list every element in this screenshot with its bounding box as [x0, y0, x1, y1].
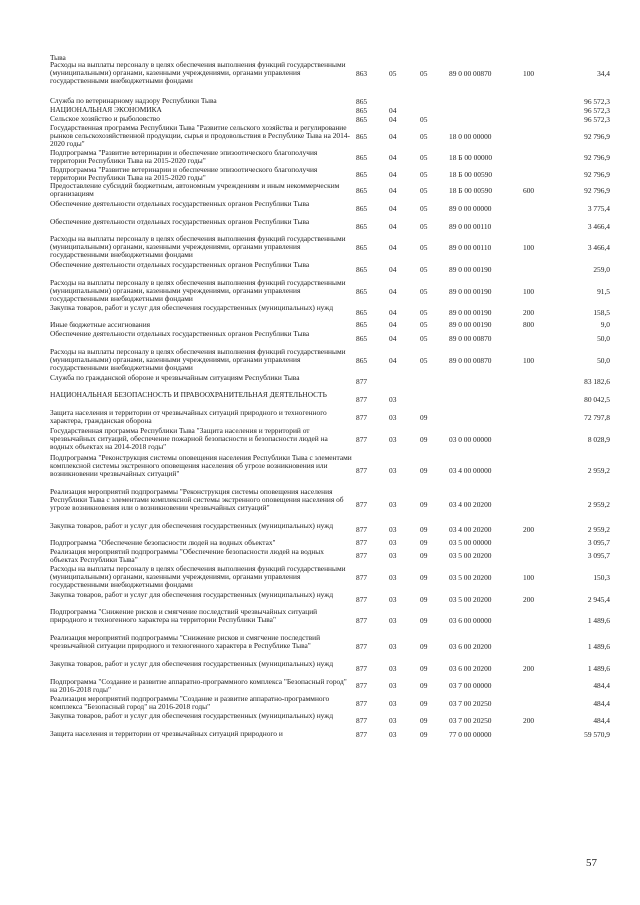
- table-row: [50, 124, 610, 151]
- row-pr-cell: 05: [420, 355, 428, 365]
- row-name-cell: [50, 427, 352, 454]
- row-name-cell: [50, 409, 352, 427]
- table-row: [50, 279, 610, 305]
- row-sum-cell: 96 572,3: [584, 96, 610, 106]
- row-csr-cell: [449, 409, 519, 427]
- row-name: Подпрограмма "Создание и развитие аппаратно-программного комплекса "Безопасный город" на 2016-2018 годы": [50, 677, 347, 695]
- row-csr-cell: 89 0 00 00190: [449, 320, 492, 330]
- row-vr-cell: 100: [523, 355, 535, 365]
- row-sum-cell: 83 182,6: [584, 377, 610, 387]
- row-pr-cell: 05: [420, 264, 428, 274]
- row-pr-cell: 05: [420, 307, 428, 317]
- row-rz-cell: 03: [389, 538, 397, 548]
- row-name: Реализация мероприятий подпрограммы "Снижение рисков и смягчение последствий чрезвычайной ситуации природного и техногенного характера в Республике Тыва": [50, 633, 321, 651]
- row-rz-cell: 04: [389, 203, 397, 213]
- row-name: Подпрограмма "Обеспечение безопасности людей на водных объектах": [50, 538, 276, 547]
- row-ved-cell: 877: [356, 466, 368, 476]
- row-pr-cell: [420, 374, 434, 391]
- row-rz-cell: 03: [389, 394, 397, 404]
- row-rz-cell: 04: [389, 264, 397, 274]
- row-sum-cell: 59 570,9: [584, 730, 610, 740]
- table-row: [50, 712, 610, 730]
- row-name-cell: [50, 374, 352, 391]
- row-vr-cell: 800: [523, 320, 535, 330]
- row-rz-cell: 04: [389, 186, 397, 196]
- row-vr-cell: 100: [523, 573, 535, 583]
- row-name: Иные бюджетные ассигнования: [50, 320, 151, 329]
- row-rz-cell: 04: [389, 355, 397, 365]
- row-sum-cell: 8 028,9: [587, 435, 610, 445]
- table-row: [50, 660, 610, 678]
- row-csr-cell: 03 5 00 20200: [449, 551, 492, 561]
- row-name-cell: [50, 454, 352, 489]
- table-row: [50, 61, 610, 88]
- row-ved-cell: 865: [356, 355, 368, 365]
- row-pr-cell: 05: [420, 286, 428, 296]
- row-vr-cell: 100: [523, 286, 535, 296]
- row-csr-cell: 89 0 00 00190: [449, 307, 492, 317]
- row-sum-cell: 484,4: [593, 698, 610, 708]
- row-csr-cell: 89 0 00 00870: [449, 69, 492, 79]
- row-pr-cell: 09: [420, 538, 428, 548]
- row-pr-cell: 05: [420, 221, 428, 231]
- row-name: Подпрограмма "Развитие ветеринарии и обеспечение эпизоотического благополучия территории Республики Тыва на 2015-2020 годы": [50, 148, 318, 166]
- row-rz-cell: 03: [389, 500, 397, 510]
- row-vr-cell: 200: [523, 663, 535, 673]
- row-name: Обеспечение деятельности отдельных государственных органов Республики Тыва: [50, 217, 310, 226]
- row-ved-cell: 877: [356, 394, 368, 404]
- row-pr-cell: 05: [420, 203, 428, 213]
- row-ved-cell: 865: [356, 243, 368, 253]
- row-pr-cell: 09: [420, 715, 428, 725]
- row-name-cell: [50, 330, 352, 348]
- row-ved-cell: 865: [356, 333, 368, 343]
- row-ved-cell: 865: [356, 132, 368, 142]
- row-pr-cell: 09: [420, 594, 428, 604]
- row-name-cell: [50, 61, 352, 88]
- row-pr-cell: [420, 391, 434, 409]
- row-sum-cell: 92 796,9: [584, 132, 610, 142]
- row-name: Подпрограмма "Развитие ветеринарии и обеспечение эпизоотического благополучия территории Республики Тыва на 2015-2020 годы": [50, 165, 318, 183]
- row-ved-cell: 877: [356, 573, 368, 583]
- row-rz-cell: 03: [389, 573, 397, 583]
- row-name: Защита населения и территории от чрезвычайных ситуаций природного и: [50, 729, 283, 738]
- row-csr-cell: [449, 374, 519, 391]
- row-ved-cell: 865: [356, 169, 368, 179]
- row-csr-cell: 77 0 00 00000: [449, 730, 492, 740]
- row-name-cell: [50, 124, 352, 151]
- row-name-cell: [50, 235, 352, 262]
- table-row: [50, 409, 610, 427]
- page-number: 57: [586, 857, 597, 869]
- row-rz-cell: 03: [389, 730, 397, 740]
- row-name-cell: [50, 660, 352, 678]
- row-pr-cell: 09: [420, 412, 428, 422]
- row-name-cell: [50, 678, 352, 695]
- row-csr-cell: 03 4 00 20200: [449, 500, 492, 510]
- row-rz-cell: 03: [389, 616, 397, 626]
- row-pr-cell: 05: [420, 114, 428, 124]
- row-rz-cell: 04: [389, 286, 397, 296]
- row-csr-cell: 89 0 00 00190: [449, 264, 492, 274]
- row-rz-cell: 03: [389, 466, 397, 476]
- row-ved-cell: 877: [356, 377, 368, 387]
- row-name-cell: [50, 634, 352, 661]
- row-sum-cell: 3 775,4: [587, 203, 610, 213]
- row-csr-cell: 03 7 00 20250: [449, 698, 492, 708]
- row-vr-cell: 100: [523, 69, 535, 79]
- row-csr-cell: 03 5 00 00000: [449, 538, 492, 548]
- row-pr-cell: 05: [420, 153, 428, 163]
- row-rz-cell: 04: [389, 132, 397, 142]
- row-name: Закупка товаров, работ и услуг для обеспечения государственных (муниципальных) нужд: [50, 659, 334, 668]
- row-vr-cell: 200: [523, 307, 535, 317]
- row-ved-cell: 877: [356, 616, 368, 626]
- table-row: [50, 427, 610, 454]
- row-ved-cell: 865: [356, 96, 368, 106]
- row-ved-cell: 865: [356, 186, 368, 196]
- row-sum-cell: 158,5: [593, 307, 610, 317]
- row-rz-cell: 04: [389, 221, 397, 231]
- row-csr-cell: 89 0 00 00190: [449, 286, 492, 296]
- row-vr-cell: 200: [523, 715, 535, 725]
- row-name: Закупка товаров, работ и услуг для обеспечения государственных (муниципальных) нужд: [50, 303, 334, 312]
- row-name: Закупка товаров, работ и услуг для обеспечения государственных (муниципальных) нужд: [50, 590, 334, 599]
- row-name: НАЦИОНАЛЬНАЯ ЭКОНОМИКА: [50, 105, 162, 114]
- row-name: Реализация мероприятий подпрограммы "Создание и развитие аппаратно-программного комплекса "Безопасный город" на 2016-2018 годы": [50, 694, 330, 712]
- row-sum-cell: 2 945,4: [587, 594, 610, 604]
- row-sum-cell: 3 095,7: [587, 551, 610, 561]
- row-ved-cell: 865: [356, 307, 368, 317]
- table-row: [50, 730, 610, 741]
- row-rz-cell: 03: [389, 435, 397, 445]
- row-name: Подпрограмма "Снижение рисков и смягчение последствий чрезвычайных ситуаций природного и техногенного характера на территории Республики Тыва": [50, 607, 318, 625]
- row-ved-cell: 865: [356, 153, 368, 163]
- table-row: [50, 522, 610, 539]
- row-sum-cell: 1 489,6: [587, 663, 610, 673]
- row-csr-cell: 89 0 00 00110: [449, 221, 492, 231]
- row-pr-cell: 09: [420, 435, 428, 445]
- row-csr-cell: 18 0 00 00000: [449, 132, 492, 142]
- table-row: [50, 634, 610, 661]
- row-name-cell: [50, 488, 352, 523]
- row-name: Государственная программа Республики Тыва "Развитие сельского хозяйства и регулирование рынков сельскохозяйственной продукции, сырья и продовольствия в Республике Тыва на 2014-2020 годы": [50, 123, 350, 149]
- row-sum-cell: 3 466,4: [587, 243, 610, 253]
- row-csr-cell: 18 Б 00 00590: [449, 169, 493, 179]
- row-pr-cell: 05: [420, 132, 428, 142]
- table-row: [50, 261, 610, 279]
- row-csr-cell: 03 6 00 20200: [449, 663, 492, 673]
- row-pr-cell: 09: [420, 551, 428, 561]
- row-pr-cell: 05: [420, 243, 428, 253]
- row-name-cell: [50, 608, 352, 635]
- row-csr-cell: 03 4 00 20200: [449, 525, 492, 535]
- table-row: [50, 454, 610, 489]
- row-name: Государственная программа Республики Тыва "Защита населения и территорий от чрезвычайных ситуаций, обеспечение пожарной безопасности и безопасности людей на водных объектах на 2014-2018 годы": [50, 426, 328, 452]
- row-sum-cell: 92 796,9: [584, 153, 610, 163]
- row-vr-cell: 600: [523, 186, 535, 196]
- row-pr-cell: 09: [420, 698, 428, 708]
- row-name-cell: [50, 279, 352, 305]
- table-row: [50, 608, 610, 635]
- row-ved-cell: 865: [356, 203, 368, 213]
- row-pr-cell: 09: [420, 616, 428, 626]
- row-name: Реализация мероприятий подпрограммы "Реконструкция системы оповещения населения Республики Тыва с элементами комплексной системы экстренного оповещения населения об угрозе возникновения или о возникновении чрезвычайных ситуаций": [50, 487, 344, 513]
- row-name: Расходы на выплаты персоналу в целях обеспечения выполнения функций государственными (муниципальными) органами, казенными учреждениями, органами управления государственными внебюджетными фондами: [50, 347, 346, 373]
- row-vr-cell: 100: [523, 243, 535, 253]
- row-name: Защита населения и территории от чрезвычайных ситуаций природного и техногенного характера, гражданская оборона: [50, 408, 327, 426]
- row-rz-cell: 04: [389, 114, 397, 124]
- row-ved-cell: 865: [356, 286, 368, 296]
- row-ved-cell: 877: [356, 681, 368, 691]
- row-name-cell: [50, 200, 352, 218]
- row-sum-cell: 80 042,5: [584, 394, 610, 404]
- row-ved-cell: 863: [356, 69, 368, 79]
- row-ved-cell: 877: [356, 594, 368, 604]
- row-sum-cell: 50,0: [597, 355, 610, 365]
- table-row: [50, 488, 610, 523]
- row-sum-cell: 92 796,9: [584, 186, 610, 196]
- row-sum-cell: 2 959,2: [587, 525, 610, 535]
- row-pr-cell: 05: [420, 320, 428, 330]
- row-name-cell: [50, 522, 352, 539]
- row-pr-cell: 05: [420, 169, 428, 179]
- row-csr-cell: 03 7 00 00000: [449, 681, 492, 691]
- row-pr-cell: 09: [420, 730, 428, 740]
- row-name-cell: [50, 391, 352, 409]
- row-sum-cell: 259,0: [593, 264, 610, 274]
- row-ved-cell: 877: [356, 525, 368, 535]
- row-csr-cell: 89 0 00 00870: [449, 333, 492, 343]
- row-rz-cell: 03: [389, 525, 397, 535]
- row-name: Обеспечение деятельности отдельных государственных органов Республики Тыва: [50, 199, 310, 208]
- row-rz-cell: 04: [389, 153, 397, 163]
- row-name-cell: [50, 348, 352, 374]
- row-rz-cell: 03: [389, 594, 397, 604]
- row-ved-cell: 877: [356, 715, 368, 725]
- row-sum-cell: 3 466,4: [587, 221, 610, 231]
- row-pr-cell: 09: [420, 642, 428, 652]
- row-name: Расходы на выплаты персоналу в целях обеспечения выполнения функций государственными (муниципальными) органами, казенными учреждениями, органами управления государственными внебюджетными фондами: [50, 60, 346, 86]
- row-rz-cell: 05: [389, 69, 397, 79]
- row-ved-cell: 865: [356, 114, 368, 124]
- row-pr-cell: 05: [420, 333, 428, 343]
- row-sum-cell: 484,4: [593, 715, 610, 725]
- row-rz-cell: 03: [389, 551, 397, 561]
- row-name: Сельское хозяйство и рыболовство: [50, 114, 160, 123]
- table-row: [50, 391, 610, 409]
- row-pr-cell: 05: [420, 186, 428, 196]
- table-row: [50, 235, 610, 262]
- row-vr-cell: 200: [523, 594, 535, 604]
- row-name: Расходы на выплаты персоналу в целях обеспечения выполнения функций государственными (муниципальными) органами, казенными учреждениями, органами управления государственными внебюджетными фондами: [50, 278, 346, 304]
- row-rz-cell: 03: [389, 698, 397, 708]
- row-ved-cell: 877: [356, 730, 368, 740]
- row-ved-cell: 865: [356, 320, 368, 330]
- row-name-cell: [50, 730, 352, 741]
- row-csr-cell: 03 0 00 00000: [449, 435, 492, 445]
- row-sum-cell: 50,0: [597, 333, 610, 343]
- table-row: [50, 548, 610, 565]
- row-pr-cell: 09: [420, 466, 428, 476]
- row-name: Служба по гражданской обороне и чрезвычайным ситуациям Республики Тыва: [50, 373, 300, 382]
- row-rz-cell: 03: [389, 663, 397, 673]
- row-name: Закупка товаров, работ и услуг для обеспечения государственных (муниципальных) нужд: [50, 711, 334, 720]
- row-sum-cell: 3 095,7: [587, 538, 610, 548]
- row-ved-cell: 877: [356, 663, 368, 673]
- row-sum-cell: 96 572,3: [584, 114, 610, 124]
- row-csr-cell: 03 4 00 00000: [449, 466, 492, 476]
- row-rz-cell: 04: [389, 169, 397, 179]
- row-name: Реализация мероприятий подпрограммы "Обеспечение безопасности людей на водных объектах Республики Тыва": [50, 547, 324, 565]
- row-csr-cell: 03 6 00 00000: [449, 616, 492, 626]
- row-name-cell: [50, 261, 352, 279]
- table-row: [50, 565, 610, 592]
- row-sum-cell: 34,4: [597, 69, 610, 79]
- row-rz-cell: 04: [389, 320, 397, 330]
- row-rz-cell: 04: [389, 333, 397, 343]
- row-ved-cell: 877: [356, 435, 368, 445]
- row-rz-cell: 04: [389, 243, 397, 253]
- row-csr-cell: 03 5 00 20200: [449, 594, 492, 604]
- row-csr-cell: 03 5 00 20200: [449, 573, 492, 583]
- row-name: НАЦИОНАЛЬНАЯ БЕЗОПАСНОСТЬ И ПРАВООХРАНИТЕЛЬНАЯ ДЕЯТЕЛЬНОСТЬ: [50, 390, 327, 399]
- row-csr-cell: [449, 391, 519, 409]
- row-name-cell: [50, 565, 352, 592]
- row-ved-cell: 865: [356, 105, 368, 115]
- row-name: Подпрограмма "Реконструкция системы оповещения населения Республики Тыва с элементами комплексной системы экстренного оповещения населения об угрозе возникновения или возникновении чрезвычайных ситуаций": [50, 453, 352, 479]
- row-name: Служба по ветеринарному надзору Республики Тыва: [50, 96, 217, 105]
- row-sum-cell: 1 489,6: [587, 642, 610, 652]
- row-sum-cell: 484,4: [593, 681, 610, 691]
- row-rz-cell: 03: [389, 681, 397, 691]
- row-csr-cell: 03 7 00 20250: [449, 715, 492, 725]
- row-ved-cell: 877: [356, 538, 368, 548]
- row-pr-cell: 09: [420, 663, 428, 673]
- row-name: Обеспечение деятельности отдельных государственных органов Республики Тыва: [50, 260, 310, 269]
- row-ved-cell: 877: [356, 412, 368, 422]
- row-sum-cell: 92 796,9: [584, 169, 610, 179]
- row-pr-cell: 09: [420, 500, 428, 510]
- row-rz-cell: 04: [389, 307, 397, 317]
- row-csr-cell: 03 6 00 20200: [449, 642, 492, 652]
- table-row: [50, 374, 610, 391]
- row-sum-cell: 2 959,2: [587, 466, 610, 476]
- row-rz-cell: 04: [389, 105, 397, 115]
- row-ved-cell: 865: [356, 264, 368, 274]
- row-rz-cell: 03: [389, 412, 397, 422]
- table-row: [50, 348, 610, 374]
- row-rz-cell: 03: [389, 715, 397, 725]
- row-rz-cell: 03: [389, 642, 397, 652]
- row-csr-cell: 18 Б 00 00000: [449, 153, 493, 163]
- row-csr-cell: 89 0 00 00110: [449, 243, 492, 253]
- row-pr-cell: 09: [420, 573, 428, 583]
- row-sum-cell: 1 489,6: [587, 616, 610, 626]
- row-sum-cell: 91,5: [597, 286, 610, 296]
- row-ved-cell: 865: [356, 221, 368, 231]
- row-name: Предоставление субсидий бюджетным, автономным учреждениям и иным некоммерческим организациям: [50, 181, 340, 199]
- row-name: Обеспечение деятельности отдельных государственных органов Республики Тыва: [50, 329, 310, 338]
- row-ved-cell: 877: [356, 500, 368, 510]
- row-name: Тыва: [50, 53, 66, 62]
- row-pr-cell: 09: [420, 525, 428, 535]
- table-row: [50, 330, 610, 348]
- row-name-cell: [50, 712, 352, 730]
- row-csr-cell: 89 0 00 00870: [449, 355, 492, 365]
- row-sum-cell: 150,3: [593, 573, 610, 583]
- table-row: [50, 200, 610, 218]
- row-name: Закупка товаров, работ и услуг для обеспечения государственных (муниципальных) нужд: [50, 521, 334, 530]
- row-vr-cell: 200: [523, 525, 535, 535]
- row-sum-cell: 2 959,2: [587, 500, 610, 510]
- row-sum-cell: 72 797,8: [584, 412, 610, 422]
- row-pr-cell: 05: [420, 69, 428, 79]
- row-ved-cell: 877: [356, 551, 368, 561]
- row-csr-cell: 89 0 00 00000: [449, 203, 492, 213]
- row-csr-cell: 18 Б 00 00590: [449, 186, 493, 196]
- row-name: Расходы на выплаты персоналу в целях обеспечения выполнения функций государственными (муниципальными) органами, казенными учреждениями, органами управления государственными внебюджетными фондами: [50, 564, 346, 590]
- row-sum-cell: 96 572,3: [584, 105, 610, 115]
- row-ved-cell: 877: [356, 698, 368, 708]
- table-row: [50, 678, 610, 695]
- row-name-cell: [50, 548, 352, 565]
- row-sum-cell: 9,0: [600, 320, 610, 330]
- row-pr-cell: 09: [420, 681, 428, 691]
- row-name: Расходы на выплаты персоналу в целях обеспечения выполнения функций государственными (муниципальными) органами, казенными учреждениями, органами управления государственными внебюджетными фондами: [50, 234, 346, 260]
- row-rz-cell: [389, 374, 403, 391]
- row-ved-cell: 877: [356, 642, 368, 652]
